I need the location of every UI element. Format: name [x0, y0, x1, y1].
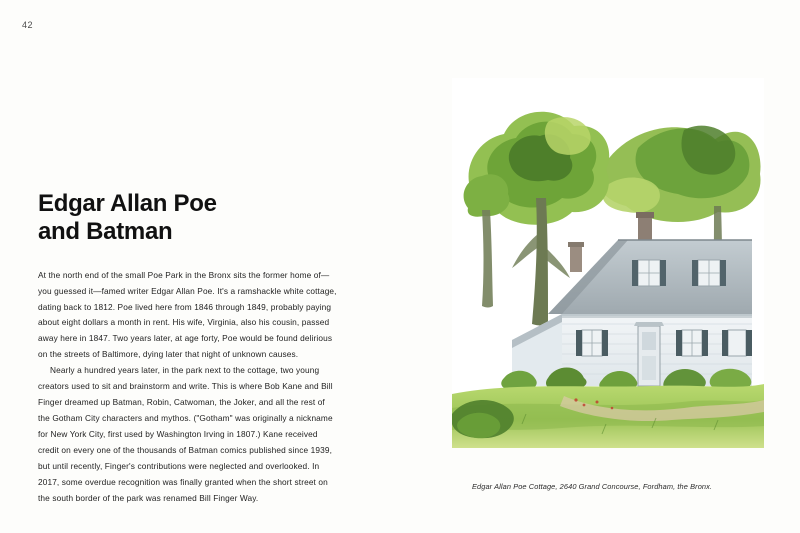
title-line-2: and Batman	[38, 217, 173, 245]
illustration-figure	[452, 78, 764, 460]
page-title	[38, 190, 338, 246]
article-body	[38, 268, 338, 507]
figure-caption: Edgar Allan Poe Cottage, 2640 Grand Concourse, Fordham, the Bronx.	[472, 482, 713, 491]
paragraph: At the north end of the small Poe Park in the Bronx sits the former home of—you guessed it—famed writer Edgar Allan Poe. It's a ramshackle white cottage, dating back to 1812. Poe lived here from 1846 through 1849, probably paying about eight dollars a month in rent. His wife, Virginia, also his cousin, passed away here in 1847. Two years later, at age forty, Poe would be found delirious on the streets of Baltimore, dying later that night of unknown causes.	[38, 269, 337, 360]
paragraph: Nearly a hundred years later, in the park next to the cottage, two young creators used to sit and brainstorm and write. This is where Bob Kane and Bill Finger dreamed up Batman, Robin, Catwoman, the Joker, and all the rest of the Gotham City characters and mythos. ("Gotham" was originally a nickname for New York City, first used by Washington Irving in 1807.) Kane received credit on every one of the thousands of Batman comics published since 1939, but until recently, Finger's contributions were neglected and overlooked. In 2017, some overdue recognition was finally granted when the short street on the south border of the park was renamed Bill Finger Way.	[38, 365, 333, 503]
article-text-column	[38, 190, 338, 506]
title-line-1: Edgar Allan Poe	[38, 190, 217, 217]
cottage-illustration-svg	[452, 78, 764, 448]
house-door	[634, 322, 664, 386]
watercolor-poe-cottage	[452, 78, 764, 448]
page-number: 42	[22, 20, 34, 30]
